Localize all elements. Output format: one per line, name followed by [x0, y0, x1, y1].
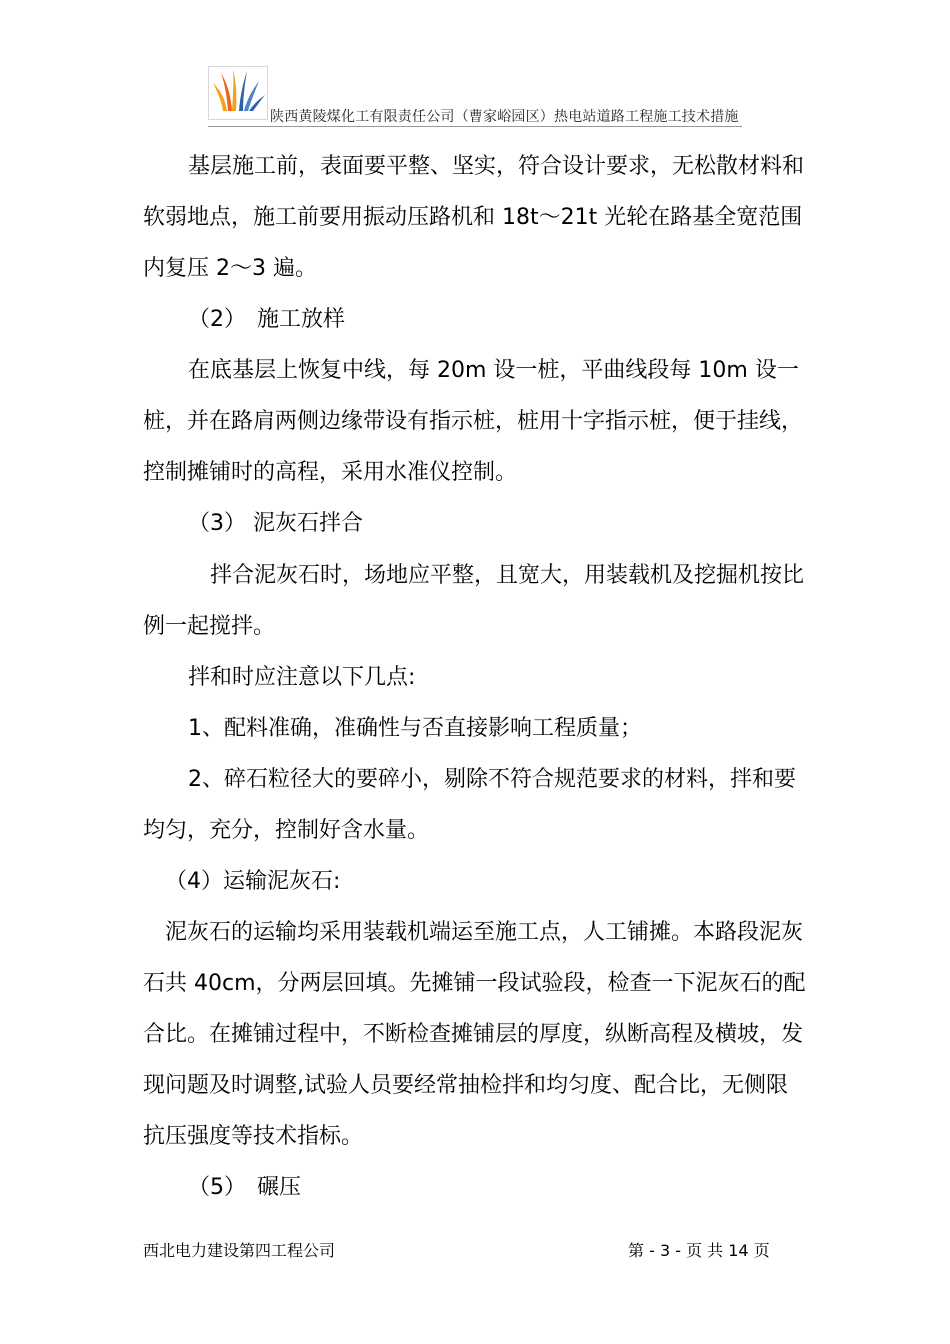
section-heading-3: （3） 泥灰石拌合 [188, 511, 363, 536]
footer-company: 西北电力建设第四工程公司 [143, 1241, 336, 1260]
body-line-14: 均匀，充分，控制好含水量。 [143, 818, 430, 843]
section-heading-2: （2） 施工放样 [188, 307, 345, 332]
body-line-11: 拌和时应注意以下几点: [188, 665, 416, 690]
body-line-7: 控制摊铺时的高程，采用水准仪控制。 [143, 460, 518, 485]
body-line-10: 例一起搅拌。 [143, 614, 276, 639]
section-heading-4: （4）运输泥灰石: [165, 869, 341, 894]
body-line-6: 桩，并在路肩两侧边缘带设有指示桩，桩用十字指示桩，便于挂线， [143, 409, 804, 434]
list-item-1: 1、配料准确，准确性与否直接影响工程质量； [188, 716, 642, 741]
body-line-3: 内复压 2～3 遍。 [143, 256, 317, 281]
body-line-17: 石共 40cm，分两层回填。先摊铺一段试验段，检查一下泥灰石的配 [143, 971, 806, 996]
body-line-20: 抗压强度等技术指标。 [143, 1124, 364, 1149]
body-line-9: 拌合泥灰石时，场地应平整，且宽大，用装载机及挖掘机按比 [210, 563, 805, 588]
company-logo [208, 66, 268, 120]
header-title: 陕西黄陵煤化工有限责任公司（曹家峪园区）热电站道路工程施工技术措施 [270, 109, 739, 125]
footer-page-number: 第 - 3 - 页 共 14 页 [628, 1241, 770, 1260]
header-divider [208, 126, 742, 127]
body-line-16: 泥灰石的运输均采用装载机端运至施工点，人工铺摊。本路段泥灰 [165, 920, 804, 945]
body-line-2: 软弱地点，施工前要用振动压路机和 18t～21t 光轮在路基全宽范围 [143, 205, 803, 230]
body-line-5: 在底基层上恢复中线，每 20m 设一桩，平曲线段每 10m 设一 [188, 358, 799, 383]
section-heading-5: （5） 碾压 [188, 1175, 301, 1200]
list-item-2: 2、碎石粒径大的要碎小，剔除不符合规范要求的材料，拌和要 [188, 767, 796, 792]
company-logo-icon [209, 67, 267, 119]
body-line-18: 合比。在摊铺过程中，不断检查摊铺层的厚度，纵断高程及横坡，发 [143, 1022, 804, 1047]
body-line-1: 基层施工前，表面要平整、坚实，符合设计要求，无松散材料和 [188, 154, 805, 179]
body-line-19: 现问题及时调整,试验人员要经常抽检拌和均匀度、配合比，无侧限 [143, 1073, 788, 1098]
